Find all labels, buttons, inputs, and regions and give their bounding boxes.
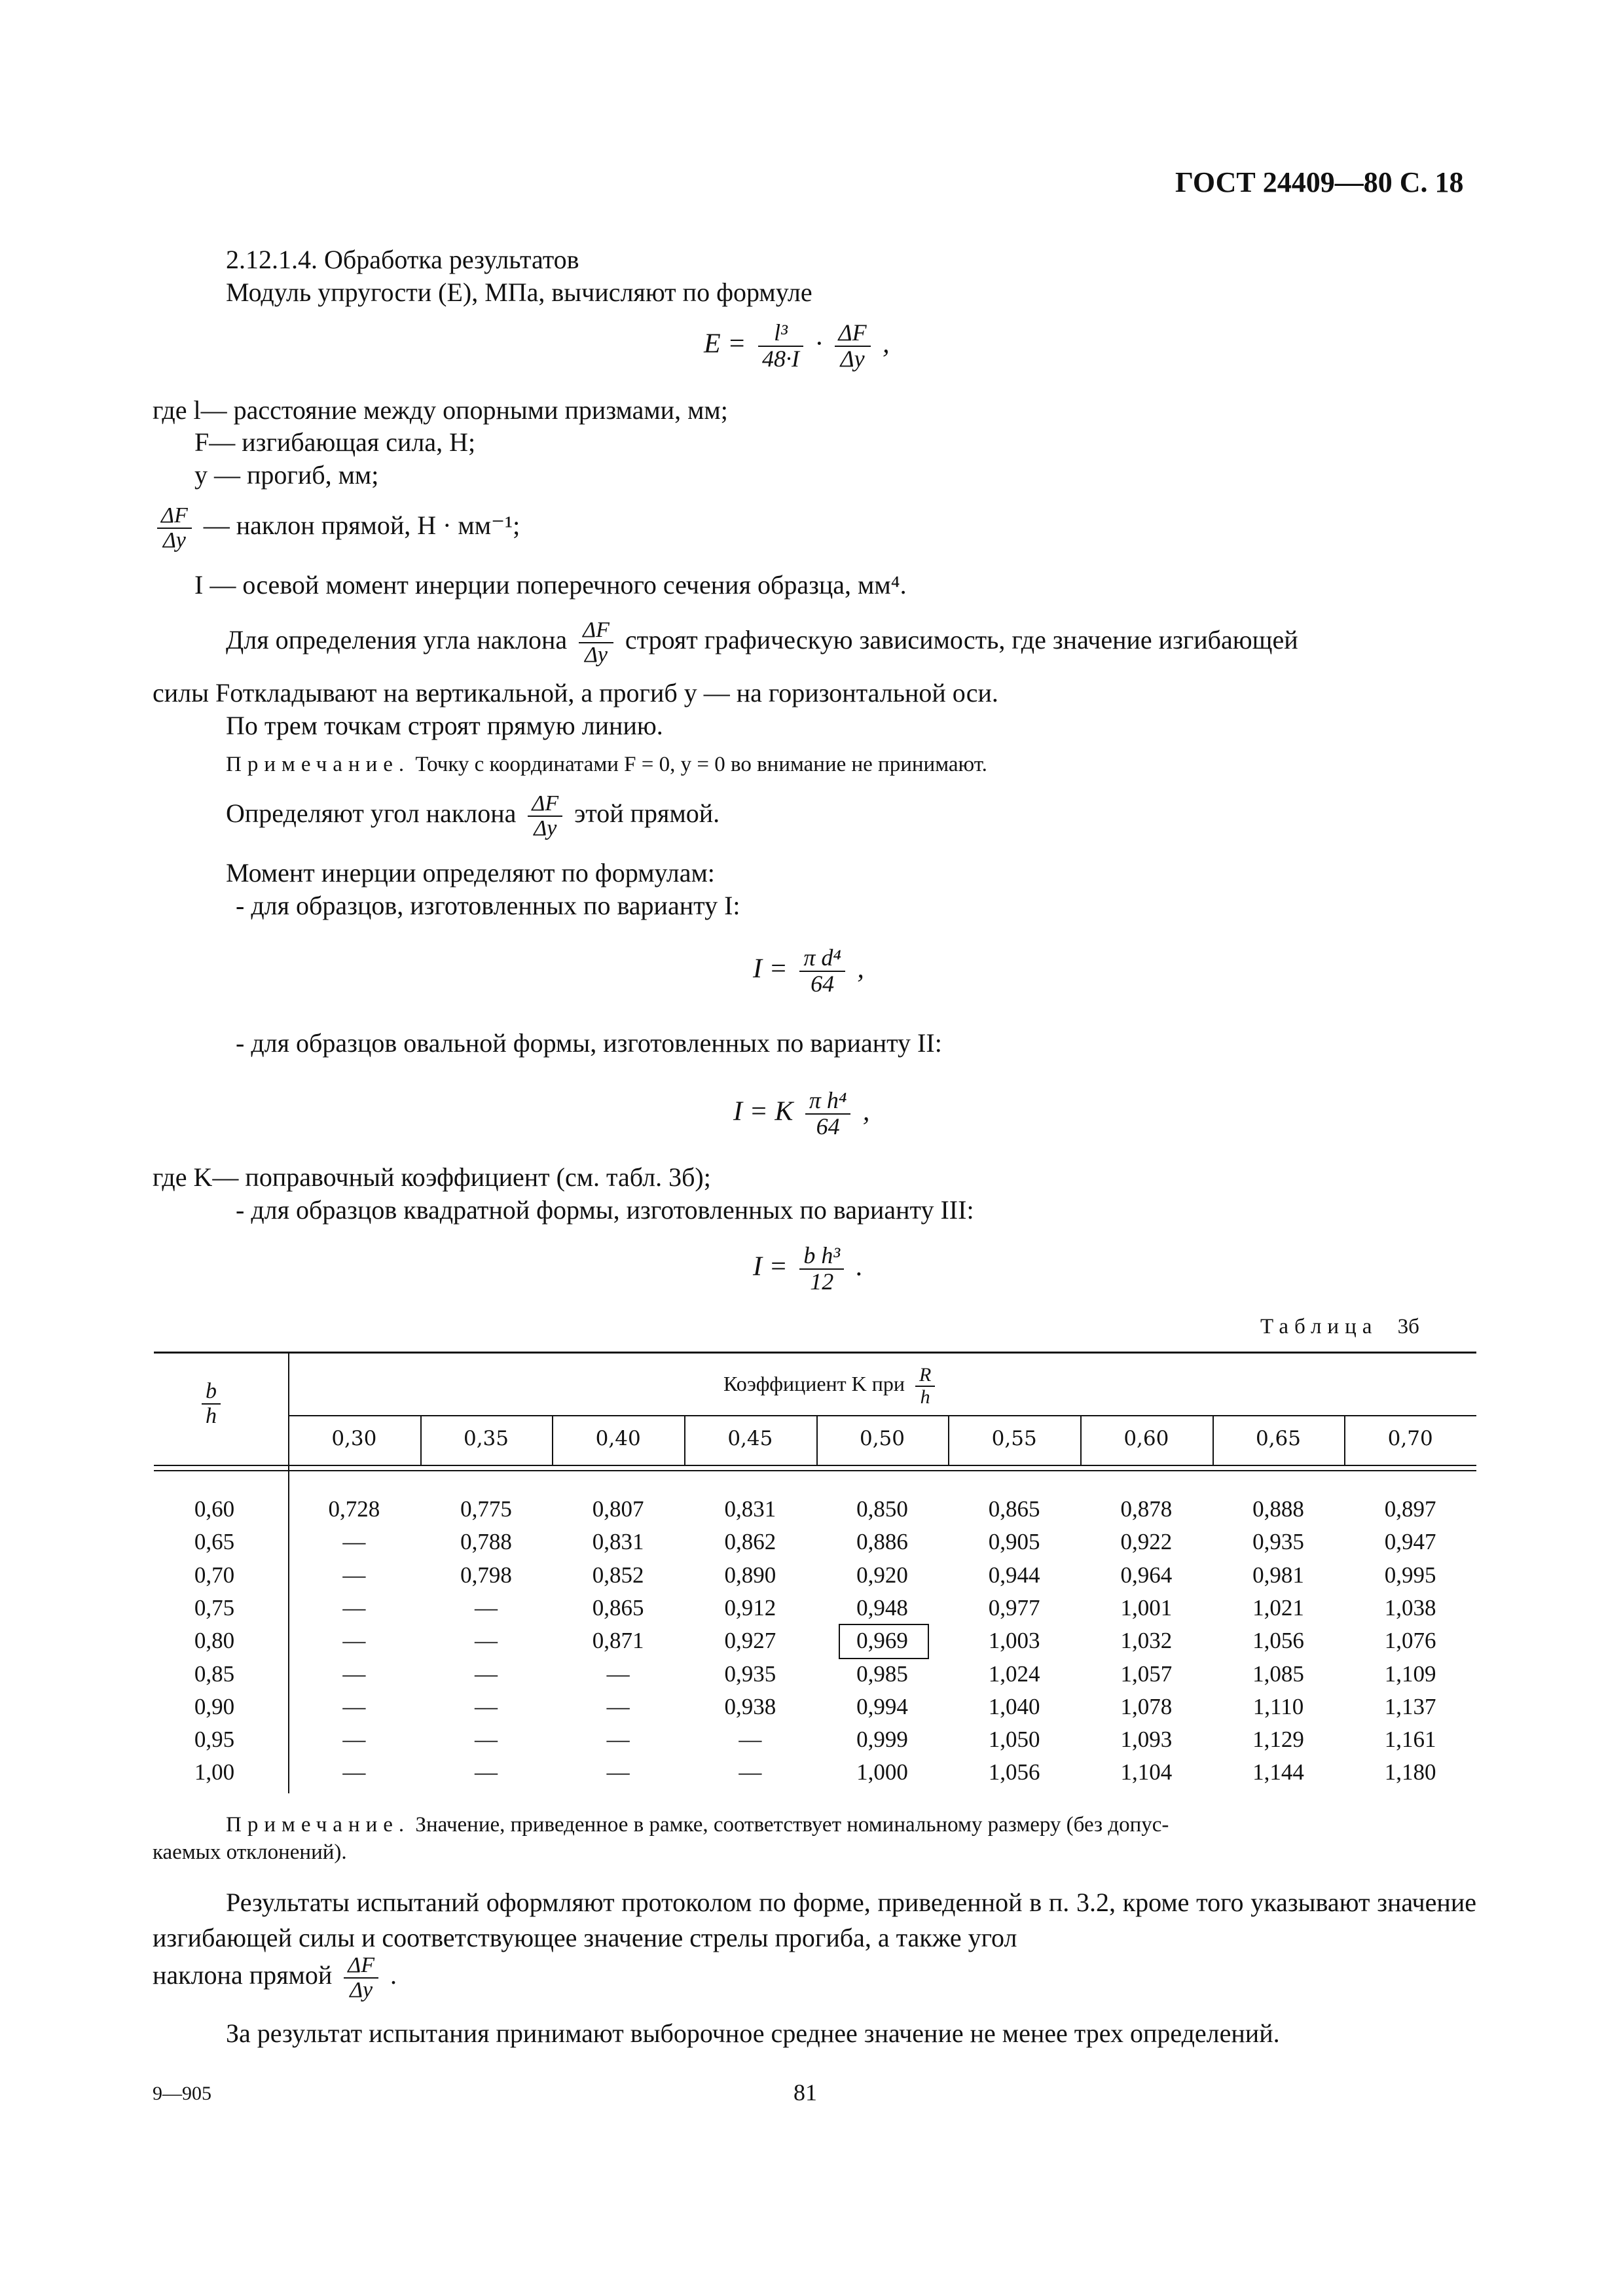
column-header: 0,45 bbox=[727, 1427, 773, 1450]
slope-paragraph-line3: По трем точкам строят прямую линию. bbox=[226, 711, 663, 740]
table-cell: 1,137 bbox=[1384, 1693, 1436, 1719]
inertia-intro: Момент инерции определяют по формулам: bbox=[226, 858, 715, 888]
table-cell: 0,969 bbox=[856, 1628, 908, 1654]
table-cell: 0,897 bbox=[1384, 1496, 1436, 1522]
table-group-rule bbox=[288, 1415, 1476, 1416]
table-cell: — bbox=[342, 1660, 366, 1687]
table-cell: 0,905 bbox=[988, 1529, 1040, 1555]
table-cell: — bbox=[474, 1594, 498, 1621]
inertia-variant-1: - для образцов, изготовленных по варианту I: bbox=[236, 891, 740, 920]
table-cell: — bbox=[474, 1759, 498, 1785]
table-cell: 1,040 bbox=[988, 1693, 1040, 1719]
formula-inertia-3: I = $\frac{\text{b h³}}{12}$ . bbox=[753, 1242, 864, 1295]
table-cell: — bbox=[342, 1693, 366, 1719]
legend-slope: $\frac{\Delta F}{\Delta y}$ — наклон прямой, Н · мм⁻¹; bbox=[157, 504, 520, 552]
note-2-line1: Примечание. Значение, приведенное в рамке, соответствует номинальному размеру (без допус- bbox=[226, 1813, 1169, 1837]
formula-inertia-1: I = $\frac{\text{π d⁴}}{64}$ , bbox=[753, 944, 864, 997]
column-header: 0,70 bbox=[1387, 1427, 1433, 1450]
row-label: 0,95 bbox=[194, 1727, 235, 1753]
table-cell: 0,938 bbox=[724, 1693, 776, 1719]
row-label: 0,65 bbox=[194, 1529, 235, 1555]
formula-inertia-2: I = K $\frac{\text{π h⁴}}{64}$ , bbox=[733, 1087, 870, 1139]
table-cell: — bbox=[739, 1759, 762, 1785]
table-cell: 1,161 bbox=[1384, 1727, 1436, 1753]
running-title: ГОСТ 24409—80 С. 18 bbox=[1175, 166, 1464, 198]
table-cell: 1,144 bbox=[1252, 1759, 1304, 1785]
table-cell: 1,078 bbox=[1120, 1693, 1173, 1719]
column-header: 0,35 bbox=[463, 1427, 509, 1450]
inertia-variant-3: - для образцов квадратной формы, изготовленных по варианту III: bbox=[236, 1195, 974, 1225]
table-cell: 1,110 bbox=[1252, 1693, 1304, 1719]
inertia-variant-2: - для образцов овальной формы, изготовленных по варианту II: bbox=[236, 1028, 942, 1058]
table-top-rule bbox=[154, 1352, 1476, 1354]
table-cell: — bbox=[342, 1594, 366, 1621]
table-cell: 0,831 bbox=[592, 1529, 644, 1555]
table-cell: 0,890 bbox=[724, 1562, 776, 1588]
table-cell: — bbox=[474, 1693, 498, 1719]
section-title: 2.12.1.4. Обработка результатов bbox=[226, 245, 579, 274]
table-cell: 0,995 bbox=[1384, 1562, 1436, 1588]
table-cell: 0,922 bbox=[1120, 1529, 1173, 1555]
table-cell: — bbox=[739, 1727, 762, 1753]
table-cell: 1,021 bbox=[1252, 1594, 1304, 1621]
table-cell: — bbox=[474, 1628, 498, 1654]
table-cell: — bbox=[342, 1562, 366, 1588]
column-header: 0,50 bbox=[859, 1427, 905, 1450]
slope-paragraph-line2: силы Fоткладывают на вертикальной, а прогиб y — на горизонтальной оси. bbox=[153, 678, 998, 708]
row-label: 0,70 bbox=[194, 1562, 235, 1588]
note-2-line2: каемых отклонений). bbox=[153, 1840, 347, 1864]
table-cell: 0,878 bbox=[1120, 1496, 1173, 1522]
table-cell: 0,775 bbox=[460, 1496, 512, 1522]
table-cell: 0,927 bbox=[724, 1628, 776, 1654]
table-cell: 0,999 bbox=[856, 1727, 908, 1753]
table-cell: — bbox=[606, 1727, 630, 1753]
table-cell: 0,871 bbox=[592, 1628, 644, 1654]
table-header-rule-2 bbox=[154, 1470, 1476, 1471]
table-cell: 0,850 bbox=[856, 1496, 908, 1522]
table-cell: 0,920 bbox=[856, 1562, 908, 1588]
table-cell: 1,038 bbox=[1384, 1594, 1436, 1621]
table-cell: 0,912 bbox=[724, 1594, 776, 1621]
results-paragraph-end: наклона прямой $\frac{\Delta F}{\Delta y}$ . bbox=[153, 1953, 397, 2002]
table-cell: 0,852 bbox=[592, 1562, 644, 1588]
results-final: За результат испытания принимают выборочное среднее значение не менее трех определений. bbox=[226, 2018, 1280, 2048]
column-header: 0,60 bbox=[1123, 1427, 1169, 1450]
table-cell: 0,985 bbox=[856, 1660, 908, 1687]
table-cell: 1,056 bbox=[1252, 1628, 1304, 1654]
table-cell: — bbox=[606, 1660, 630, 1687]
row-label: 0,60 bbox=[194, 1496, 235, 1522]
table-cell: 0,728 bbox=[328, 1496, 380, 1522]
table-cell: 1,001 bbox=[1120, 1594, 1173, 1621]
stub-header: $\frac{b}{h}$ bbox=[196, 1380, 226, 1427]
results-paragraph: Результаты испытаний оформляют протоколом по форме, приведенной в п. 3.2, кроме того указывают значение изгибающей силы и соответствующее значение стрелы прогиба, а также угол bbox=[153, 1888, 1476, 1952]
table-cell: 0,865 bbox=[988, 1496, 1040, 1522]
table-cell: 0,888 bbox=[1252, 1496, 1304, 1522]
column-header: 0,30 bbox=[331, 1427, 377, 1450]
section-intro: Модуль упругости (E), МПа, вычисляют по формуле bbox=[226, 278, 812, 307]
table-cell: 1,180 bbox=[1384, 1759, 1436, 1785]
table-cell: 0,947 bbox=[1384, 1529, 1436, 1555]
table-cell: 1,003 bbox=[988, 1628, 1040, 1654]
table-cell: 1,032 bbox=[1120, 1628, 1173, 1654]
table-cell: — bbox=[606, 1759, 630, 1785]
table-cell: — bbox=[606, 1693, 630, 1719]
table-cell: — bbox=[342, 1628, 366, 1654]
slope-define: Определяют угол наклона $\frac{\Delta F}{\Delta y}$ этой прямой. bbox=[226, 791, 720, 840]
table-cell: 0,807 bbox=[592, 1496, 644, 1522]
table-caption: Таблица 3б bbox=[1260, 1315, 1419, 1338]
table-cell: 0,935 bbox=[1252, 1529, 1304, 1555]
table-cell: — bbox=[342, 1759, 366, 1785]
legend-F: F— изгибающая сила, Н; bbox=[194, 427, 476, 457]
table-cell: 1,129 bbox=[1252, 1727, 1304, 1753]
page-number: 81 bbox=[793, 2079, 817, 2106]
footer-code: 9—905 bbox=[153, 2083, 211, 2104]
legend-y: y — прогиб, мм; bbox=[194, 460, 379, 490]
table-cell: 0,865 bbox=[592, 1594, 644, 1621]
group-header: Коэффициент K при $\frac{R}{h}$ bbox=[723, 1365, 940, 1407]
table-cell: — bbox=[342, 1529, 366, 1555]
table-cell: — bbox=[474, 1660, 498, 1687]
table-cell: 0,977 bbox=[988, 1594, 1040, 1621]
table-cell: 0,831 bbox=[724, 1496, 776, 1522]
row-label: 0,85 bbox=[194, 1660, 235, 1687]
column-header: 0,55 bbox=[991, 1427, 1037, 1450]
table-cell: 0,964 bbox=[1120, 1562, 1173, 1588]
table-cell: 1,057 bbox=[1120, 1660, 1173, 1687]
legend-I: I — осевой момент инерции поперечного сечения образца, мм⁴. bbox=[194, 570, 907, 600]
table-cell: 0,994 bbox=[856, 1693, 908, 1719]
table-cell: 1,000 bbox=[856, 1759, 908, 1785]
table-cell: 1,056 bbox=[988, 1759, 1040, 1785]
row-label: 1,00 bbox=[194, 1759, 235, 1785]
table-cell: 0,944 bbox=[988, 1562, 1040, 1588]
table-cell: 1,050 bbox=[988, 1727, 1040, 1753]
table-header-rule-1 bbox=[154, 1465, 1476, 1466]
table-cell: 0,798 bbox=[460, 1562, 512, 1588]
table-cell: 0,862 bbox=[724, 1529, 776, 1555]
legend-l: где l— расстояние между опорными призмами, мм; bbox=[153, 395, 728, 425]
row-label: 0,90 bbox=[194, 1693, 235, 1719]
row-label: 0,75 bbox=[194, 1594, 235, 1621]
nominal-value-frame bbox=[839, 1624, 929, 1659]
k-coefficient-note: где K— поправочный коэффициент (см. табл. 3б); bbox=[153, 1162, 711, 1192]
table-cell: 1,093 bbox=[1120, 1727, 1173, 1753]
row-label: 0,80 bbox=[194, 1628, 235, 1654]
table-cell: 0,948 bbox=[856, 1594, 908, 1621]
column-header: 0,40 bbox=[595, 1427, 641, 1450]
table-cell: 1,109 bbox=[1384, 1660, 1436, 1687]
table-cell: 0,886 bbox=[856, 1529, 908, 1555]
table-cell: 1,076 bbox=[1384, 1628, 1436, 1654]
table-cell: — bbox=[474, 1727, 498, 1753]
table-cell: 1,085 bbox=[1252, 1660, 1304, 1687]
formula-modulus: E = $\frac{\text{l³}}{48\cdot I}$ · $\frac{\Delta F}{\Delta y}$ , bbox=[704, 319, 890, 372]
note-1: Примечание. Точку с координатами F = 0, y = 0 во внимание не принимают. bbox=[226, 753, 987, 776]
table-cell: 0,935 bbox=[724, 1660, 776, 1687]
table-cell: — bbox=[342, 1727, 366, 1753]
table-cell: 0,981 bbox=[1252, 1562, 1304, 1588]
column-header: 0,65 bbox=[1255, 1427, 1301, 1450]
table-cell: 1,104 bbox=[1120, 1759, 1173, 1785]
slope-paragraph-line1: Для определения угла наклона $\frac{\Delta F}{\Delta y}$ строят графическую зависимость, где значение изгибающей bbox=[226, 618, 1298, 667]
table-cell: 1,024 bbox=[988, 1660, 1040, 1687]
table-cell: 0,788 bbox=[460, 1529, 512, 1555]
